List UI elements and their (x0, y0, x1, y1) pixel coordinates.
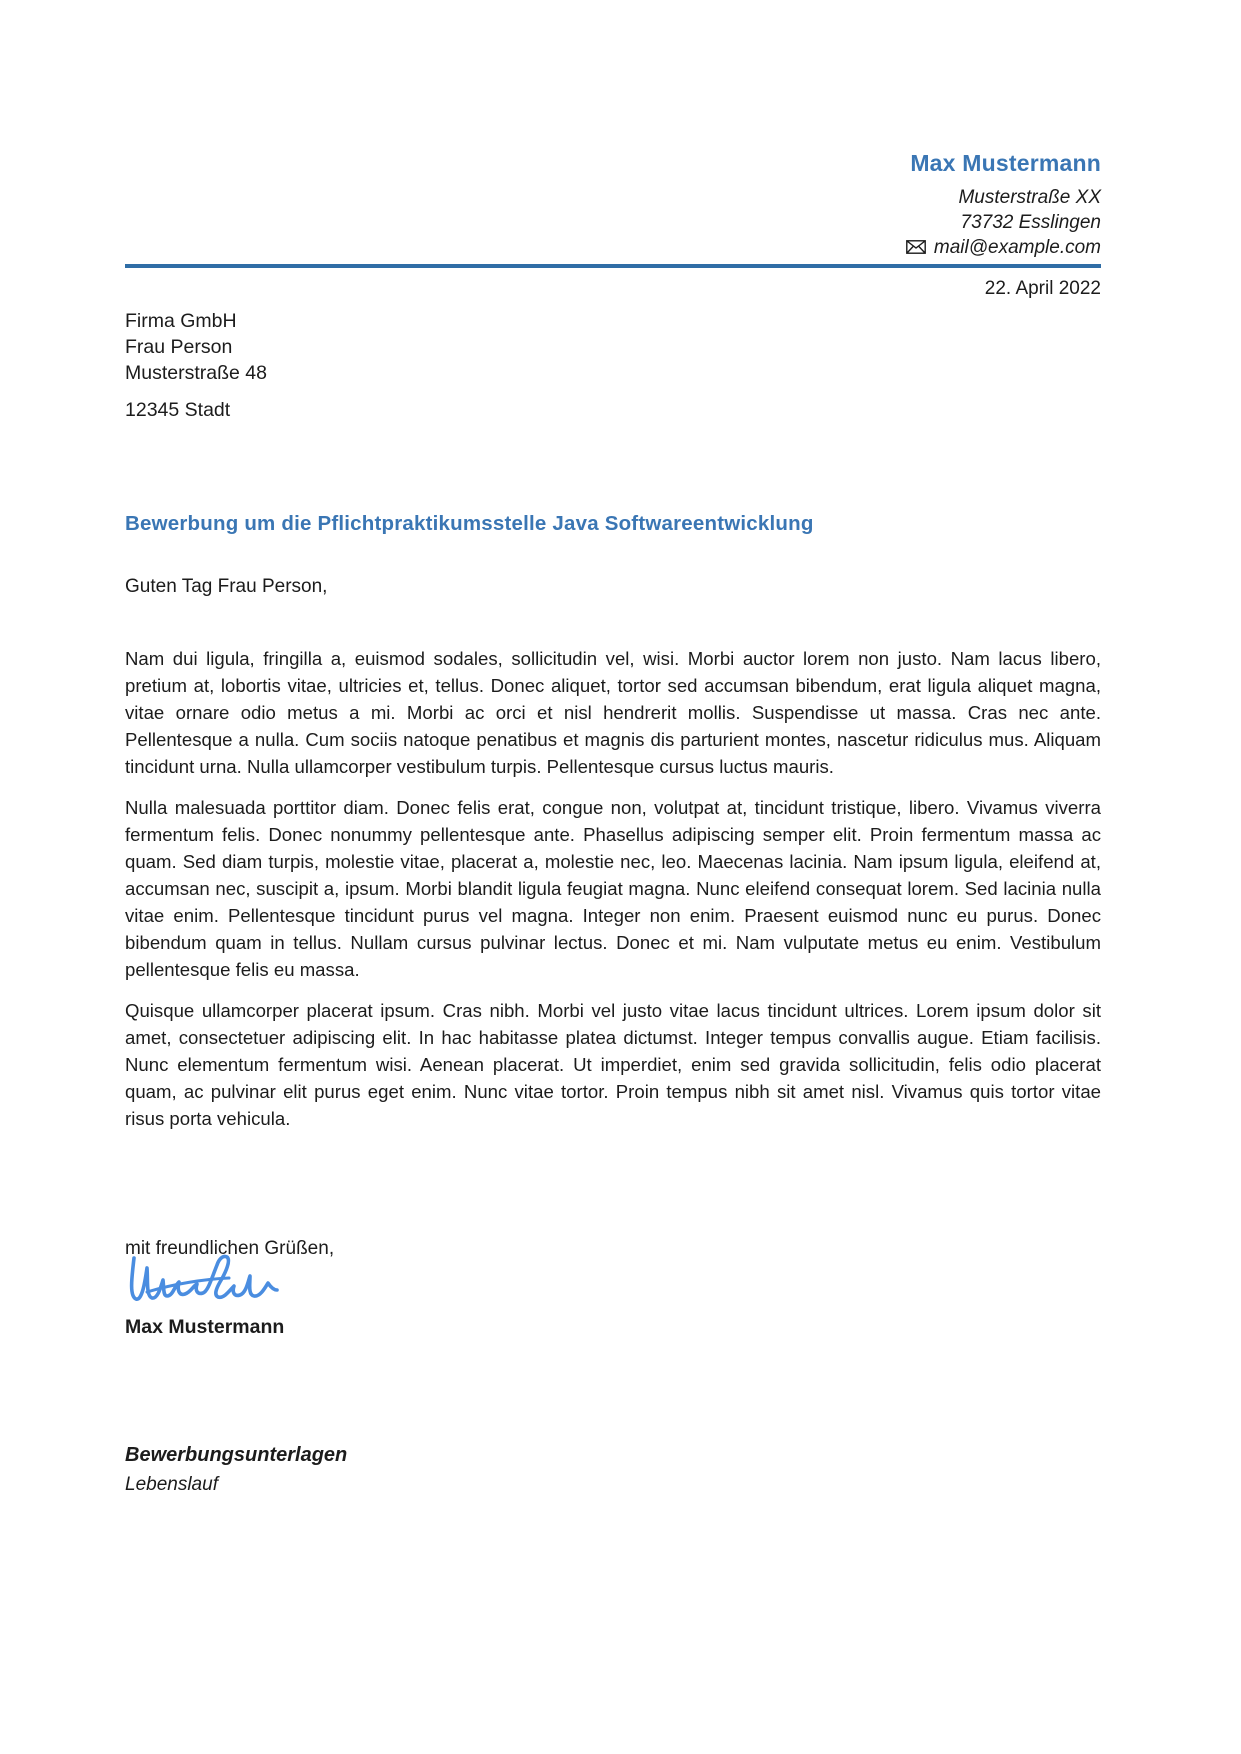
letter-body (125, 645, 1101, 1146)
envelope-icon (906, 236, 926, 261)
body-paragraph-1: Nam dui ligula, fringilla a, euismod sodales, sollicitudin vel, wisi. Morbi auctor lorem non justo. Nam lacus libero, pretium at, lobortis vitae, ultricies et, tellus. Donec aliquet, tortor sed accumsan bibendum, erat ligula aliquet magna, vitae ornare odio metus a mi. Morbi ac orci et nisl hendrerit mollis. Suspendisse ut massa. Cras nec ante. Pellentesque a nulla. Cum sociis natoque penatibus et magnis dis parturient montes, nascetur ridiculus mus. Aliquam tincidunt urna. Nulla ullamcorper vestibulum turpis. Pellentesque cursus luctus mauris. (125, 648, 1101, 777)
enclosures-title: Bewerbungsunterlagen (125, 1444, 348, 1466)
recipient-city: 12345 Stadt (125, 399, 231, 421)
sender-email: mail@example.com (933, 237, 1101, 258)
sender-email-row (906, 235, 1101, 260)
sender-street: Musterstraße XX (958, 187, 1101, 208)
body-paragraph-3: Quisque ullamcorper placerat ipsum. Cras nibh. Morbi vel justo vitae lacus tincidunt ultrices. Lorem ipsum dolor sit amet, consectetuer adipiscing elit. In hac habitasse platea dictumst. Integer tempus convallis augue. Etiam facilisis. Nunc elementum fermentum wisi. Aenean placerat. Ut imperdiet, enim sed gravida sollicitudin, felis odio placerat quam, ac pulvinar elit purus eget enim. Nunc vitae tortor. Proin tempus nibh sit amet nisl. Vivamus quis tortor vitae risus porta vehicula. (125, 1000, 1101, 1129)
valediction: mit freundlichen Grüßen, (125, 1238, 335, 1259)
sender-city: 73732 Esslingen (960, 212, 1101, 233)
recipient-contact: Frau Person (125, 336, 233, 358)
subject-line: Bewerbung um die Pflichtpraktikumsstelle Java Softwareentwicklung (125, 512, 814, 535)
signature-image (125, 1252, 285, 1314)
signer-name: Max Mustermann (125, 1316, 285, 1338)
recipient-street: Musterstraße 48 (125, 362, 267, 384)
date: 22. April 2022 (984, 278, 1101, 299)
sender-block (906, 150, 1101, 260)
enclosure-item: Lebenslauf (125, 1474, 218, 1495)
enclosures-block (125, 1444, 347, 1496)
recipient-company: Firma GmbH (125, 310, 237, 332)
body-paragraph-2: Nulla malesuada porttitor diam. Donec felis erat, congue non, volutpat at, tincidunt tristique, libero. Vivamus viverra fermentum felis. Donec nonummy pellentesque ante. Phasellus adipiscing semper elit. Proin fermentum massa ac quam. Sed diam turpis, molestie vitae, placerat a, molestie nec, leo. Maecenas lacinia. Nam ipsum ligula, eleifend at, accumsan nec, suscipit a, ipsum. Morbi blandit ligula feugiat magna. Nunc eleifend consequat lorem. Sed lacinia nulla vitae enim. Pellentesque tincidunt purus vel magna. Integer non enim. Praesent euismod nunc eu purus. Donec bibendum quam in tellus. Nullam cursus pulvinar lectus. Donec et mi. Nam vulputate metus eu enim. Vestibulum pellentesque felis eu massa. (125, 797, 1101, 980)
sender-name: Max Mustermann (910, 150, 1101, 176)
salutation: Guten Tag Frau Person, (125, 576, 328, 597)
recipient-block (125, 308, 267, 423)
header-rule (125, 264, 1101, 268)
